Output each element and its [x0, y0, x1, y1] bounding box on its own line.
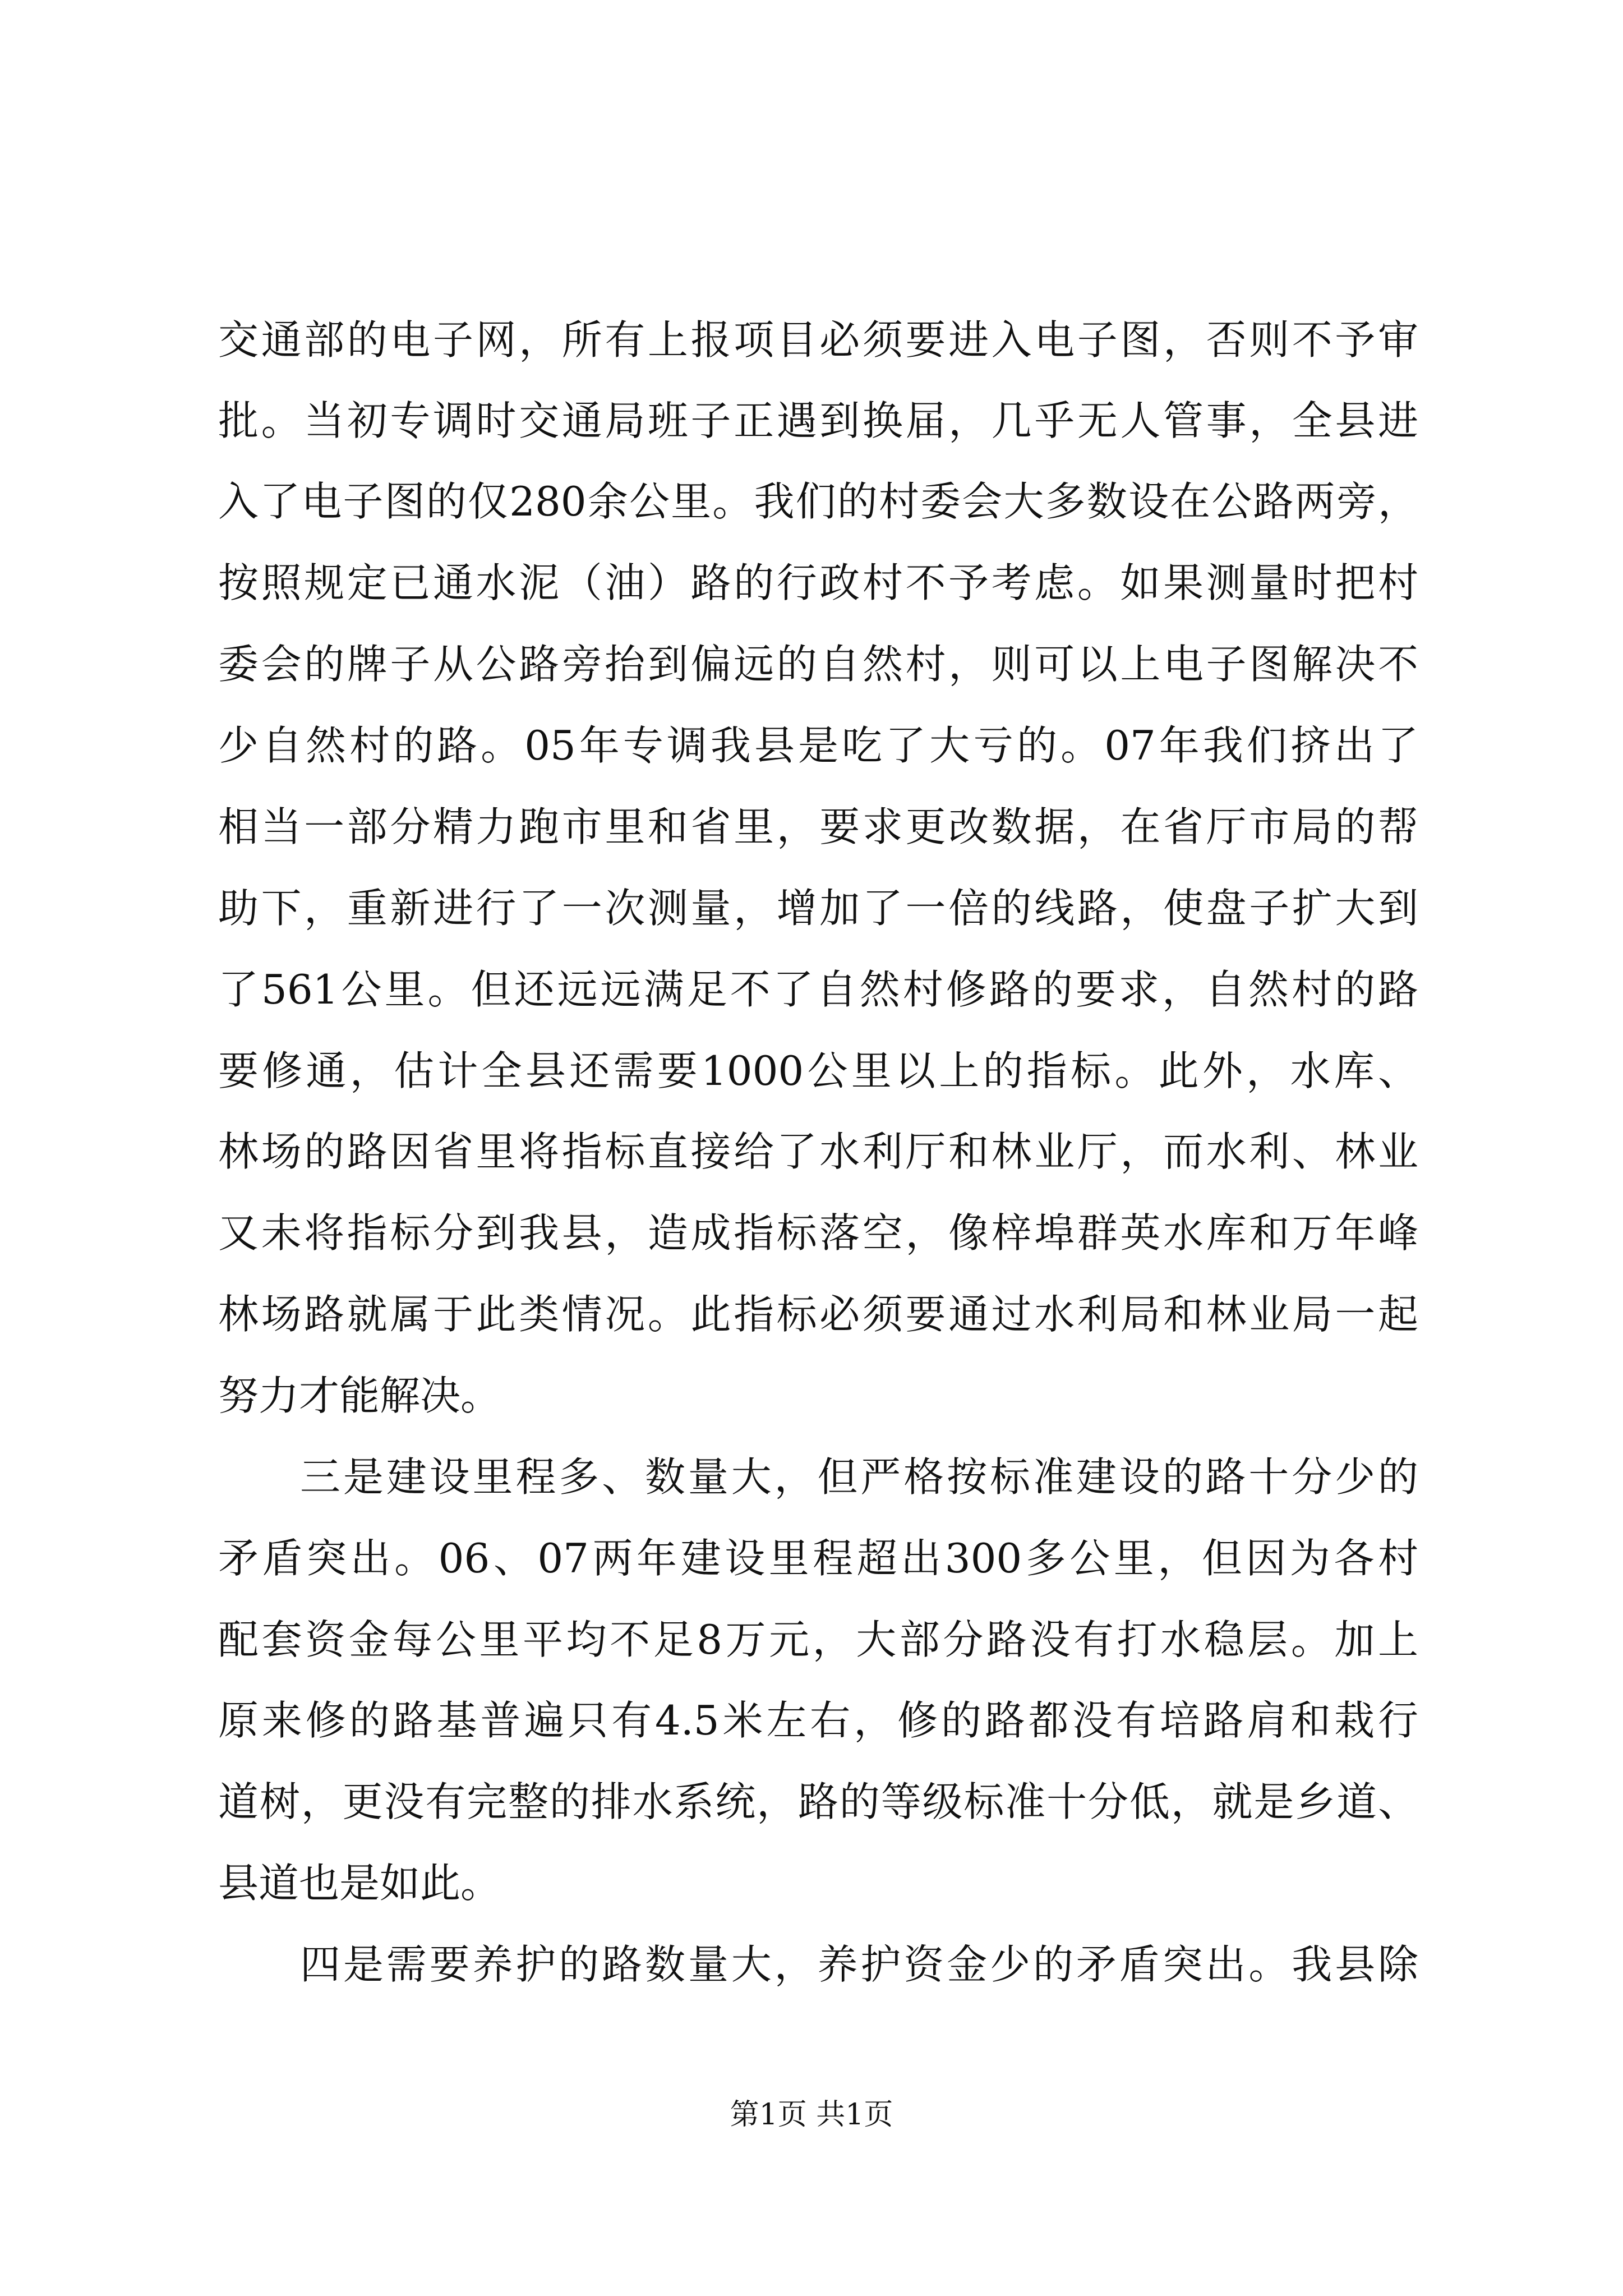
- body-line-4: 按照规定已通水泥（油）路的行政村不予考虑。如果测量时把村: [218, 559, 1418, 606]
- body-line-1: 交通部的电子网，所有上报项目必须要进入电子图，否则不予审: [218, 316, 1418, 364]
- body-line-14: 努力才能解决。: [218, 1372, 501, 1419]
- body-line-12: 又未将指标分到我县，造成指标落空，像梓埠群英水库和万年峰: [218, 1209, 1418, 1257]
- body-line-6: 少自然村的路。05年专调我县是吃了大亏的。07年我们挤出了: [218, 722, 1418, 769]
- paragraph-4-line-1: 四是需要养护的路数量大，养护资金少的矛盾突出。我县除: [300, 1941, 1418, 1988]
- paragraph-3-line-1: 三是建设里程多、数量大，但严格按标准建设的路十分少的: [300, 1453, 1418, 1501]
- body-line-8: 助下，重新进行了一次测量，增加了一倍的线路，使盘子扩大到: [218, 885, 1418, 932]
- body-line-7: 相当一部分精力跑市里和省里，要求更改数据，在省厅市局的帮: [218, 803, 1418, 850]
- paragraph-3-line-5: 道树，更没有完整的排水系统，路的等级标准十分低，就是乡道、: [218, 1778, 1418, 1825]
- body-line-10: 要修通，估计全县还需要1000公里以上的指标。此外，水库、: [218, 1047, 1418, 1094]
- body-line-13: 林场路就属于此类情况。此指标必须要通过水利局和林业局一起: [218, 1291, 1418, 1338]
- body-line-5: 委会的牌子从公路旁抬到偏远的自然村，则可以上电子图解决不: [218, 641, 1418, 688]
- paragraph-3-line-6: 县道也是如此。: [218, 1860, 501, 1907]
- page-footer: 第1页 共1页: [730, 2098, 893, 2132]
- body-line-2: 批。当初专调时交通局班子正遇到换届，几乎无人管事，全县进: [218, 397, 1418, 444]
- body-line-3: 入了电子图的仅280余公里。我们的村委会大多数设在公路两旁，: [218, 478, 1418, 525]
- paragraph-3-line-3: 配套资金每公里平均不足8万元，大部分路没有打水稳层。加上: [218, 1616, 1418, 1663]
- paragraph-3-line-2: 矛盾突出。06、07两年建设里程超出300多公里，但因为各村: [218, 1535, 1418, 1582]
- paragraph-3-line-4: 原来修的路基普遍只有4.5米左右，修的路都没有培路肩和栽行: [218, 1697, 1418, 1744]
- body-line-9: 了561公里。但还远远满足不了自然村修路的要求，自然村的路: [218, 966, 1418, 1013]
- body-line-11: 林场的路因省里将指标直接给了水利厅和林业厅，而水利、林业: [218, 1128, 1418, 1175]
